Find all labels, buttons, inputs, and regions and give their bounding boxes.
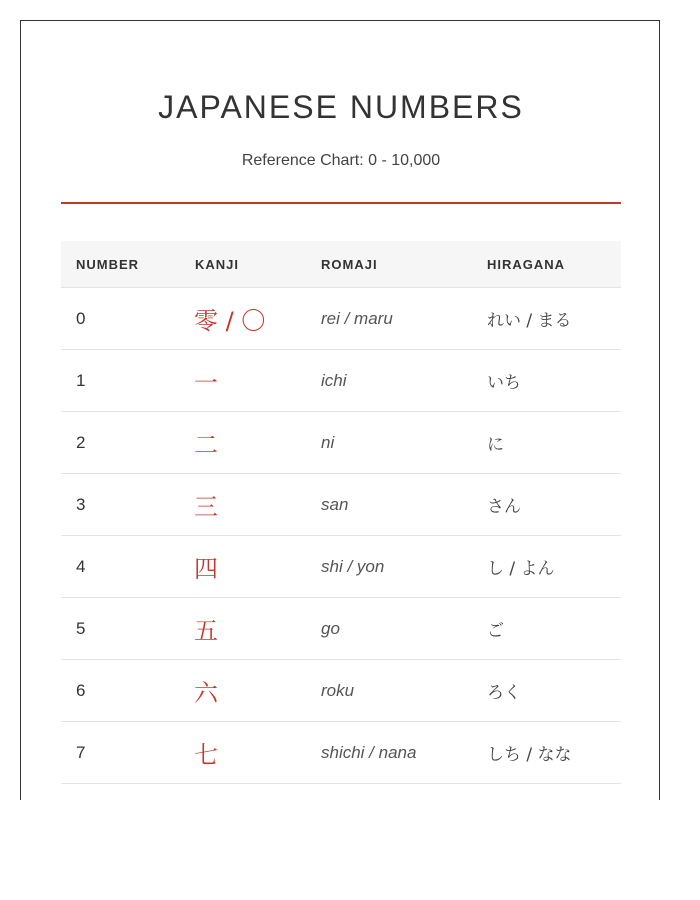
cell-number: 0 <box>76 308 86 328</box>
column-header-romaji: ROMAJI <box>321 256 378 272</box>
cell-romaji: shi / yon <box>321 556 385 576</box>
cell-number: 1 <box>76 370 86 390</box>
cell-kanji: 三 <box>194 493 218 521</box>
cell-hiragana: し / よん <box>487 559 555 579</box>
table-row <box>61 350 621 412</box>
cell-romaji: ni <box>321 432 335 452</box>
cell-hiragana: に <box>487 435 504 455</box>
cell-hiragana: ろく <box>487 683 521 703</box>
cell-number: 7 <box>76 742 86 762</box>
cell-hiragana: しち / なな <box>487 745 572 765</box>
cell-romaji: roku <box>321 680 355 700</box>
table-row <box>61 598 621 660</box>
cell-number: 4 <box>76 556 86 576</box>
cell-hiragana: いち <box>487 373 521 393</box>
reference-card <box>20 20 660 800</box>
cell-romaji: rei / maru <box>321 308 393 328</box>
table-row <box>61 474 621 536</box>
table-row <box>61 660 621 722</box>
table-row <box>61 288 621 350</box>
cell-kanji: 零 / 〇 <box>194 307 266 335</box>
cell-number: 2 <box>76 432 86 452</box>
table-row <box>61 536 621 598</box>
cell-romaji: go <box>321 618 340 638</box>
cell-kanji: 一 <box>194 369 218 397</box>
numbers-table <box>61 241 621 784</box>
column-header-hiragana: HIRAGANA <box>487 256 566 272</box>
cell-kanji: 四 <box>194 555 218 583</box>
table-header <box>61 241 621 288</box>
page-header <box>61 21 621 204</box>
cell-hiragana: れい / まる <box>487 311 572 331</box>
column-header-kanji: KANJI <box>195 256 240 272</box>
cell-number: 6 <box>76 680 86 700</box>
cell-kanji: 七 <box>194 741 218 769</box>
cell-kanji: 二 <box>194 431 218 459</box>
cell-number: 5 <box>76 618 86 638</box>
cell-kanji: 五 <box>194 617 218 645</box>
cell-kanji: 六 <box>194 679 218 707</box>
cell-hiragana: さん <box>487 497 521 517</box>
page-title: JAPANESE NUMBERS <box>158 89 524 125</box>
cell-romaji: san <box>321 494 349 514</box>
column-header-number: NUMBER <box>76 256 140 272</box>
table-row <box>61 412 621 474</box>
table-row <box>61 722 621 784</box>
cell-number: 3 <box>76 494 86 514</box>
cell-romaji: ichi <box>321 370 347 390</box>
page-subtitle: Reference Chart: 0 - 10,000 <box>241 152 441 169</box>
cell-romaji: shichi / nana <box>321 742 417 762</box>
cell-hiragana: ご <box>487 621 504 641</box>
